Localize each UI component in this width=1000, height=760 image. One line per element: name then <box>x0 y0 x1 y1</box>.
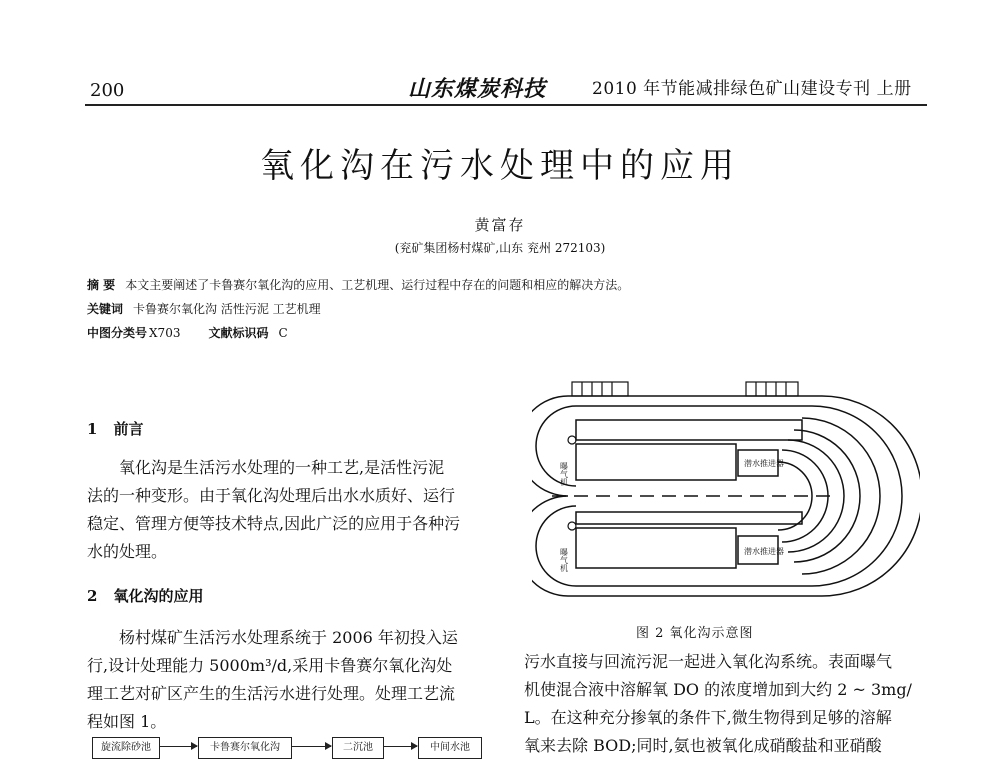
clc-value: X703 <box>149 326 181 340</box>
doc-code-value: C <box>278 326 288 340</box>
flow-arrow <box>383 746 417 747</box>
section-heading-1 <box>87 418 143 439</box>
section-2-body <box>87 624 491 736</box>
figure-2-caption: 图 2 氧化沟示意图 <box>636 626 754 641</box>
flow-box-intermediate-tank: 中间水池 <box>418 737 482 759</box>
keywords-label: 关键词 <box>87 302 124 316</box>
text-line: 氧来去除 BOD;同时,氨也被氧化成硝酸盐和亚硝酸 <box>524 736 882 755</box>
right-column-body <box>524 648 928 760</box>
flow-box-grit-chamber: 旋流除砂池 <box>92 737 160 759</box>
flow-arrow <box>291 746 331 747</box>
affiliation: (兖矿集团杨村煤矿,山东 兖州 272103) <box>394 241 606 255</box>
doc-code-label: 文献标识码 <box>208 326 269 340</box>
text-line: 污水直接与回流污泥一起进入氧化沟系统。表面曝气 <box>524 652 893 671</box>
flow-box-oxidation-ditch: 卡鲁赛尔氧化沟 <box>198 737 292 759</box>
oxidation-ditch-diagram <box>532 378 920 606</box>
text-line: 稳定、管理方便等技术特点,因此广泛的应用于各种污 <box>87 514 461 533</box>
keywords <box>87 300 321 317</box>
section-title: 前言 <box>113 420 144 438</box>
journal-logo: 山东煤炭科技 <box>408 76 547 102</box>
keywords-text: 卡鲁赛尔氧化沟 活性污泥 工艺机理 <box>133 302 321 316</box>
section-number: 1 <box>87 420 98 438</box>
aerator-label-bottom: 曝气机 <box>559 548 569 572</box>
flow-arrow <box>159 746 197 747</box>
header-rule <box>85 104 927 106</box>
section-number: 2 <box>87 587 98 605</box>
abstract <box>87 276 629 293</box>
abstract-label: 摘 要 <box>87 278 116 292</box>
text-line: L。在这种充分掺氧的条件下,微生物得到足够的溶解 <box>524 708 892 727</box>
text-line: 行,设计处理能力 5000m³/d,采用卡鲁赛尔氧化沟处 <box>87 656 453 675</box>
text-line: 机使混合液中溶解氧 DO 的浓度增加到大约 2 ~ 3mg/ <box>524 680 912 699</box>
text-line: 程如图 1。 <box>87 712 167 731</box>
issue-title: 2010 年节能减排绿色矿山建设专刊 上册 <box>592 79 912 99</box>
section-title: 氧化沟的应用 <box>113 587 204 605</box>
classification <box>87 324 288 341</box>
propeller-label-top: 潜水推进器 <box>744 459 784 468</box>
abstract-text: 本文主要阐述了卡鲁赛尔氧化沟的应用、工艺机理、运行过程中存在的问题和相应的解决方法。 <box>125 278 630 292</box>
text-line: 氧化沟是生活污水处理的一种工艺,是活性污泥 <box>119 458 445 477</box>
text-line: 水的处理。 <box>87 542 168 561</box>
page-number: 200 <box>90 80 125 101</box>
author: 黄富存 <box>474 216 526 234</box>
text-line: 杨村煤矿生活污水处理系统于 2006 年初投入运 <box>119 628 458 647</box>
flow-box-secondary-clarifier: 二沉池 <box>332 737 384 759</box>
article-title: 氧化沟在污水处理中的应用 <box>260 146 740 186</box>
aerator-label-top: 曝气机 <box>559 462 569 486</box>
propeller-label-bottom: 潜水推进器 <box>744 547 784 556</box>
section-heading-2 <box>87 585 203 606</box>
section-1-body <box>87 454 491 566</box>
text-line: 理工艺对矿区产生的生活污水进行处理。处理工艺流 <box>87 684 456 703</box>
text-line: 法的一种变形。由于氧化沟处理后出水水质好、运行 <box>87 486 456 505</box>
clc-label: 中图分类号 <box>87 326 148 340</box>
